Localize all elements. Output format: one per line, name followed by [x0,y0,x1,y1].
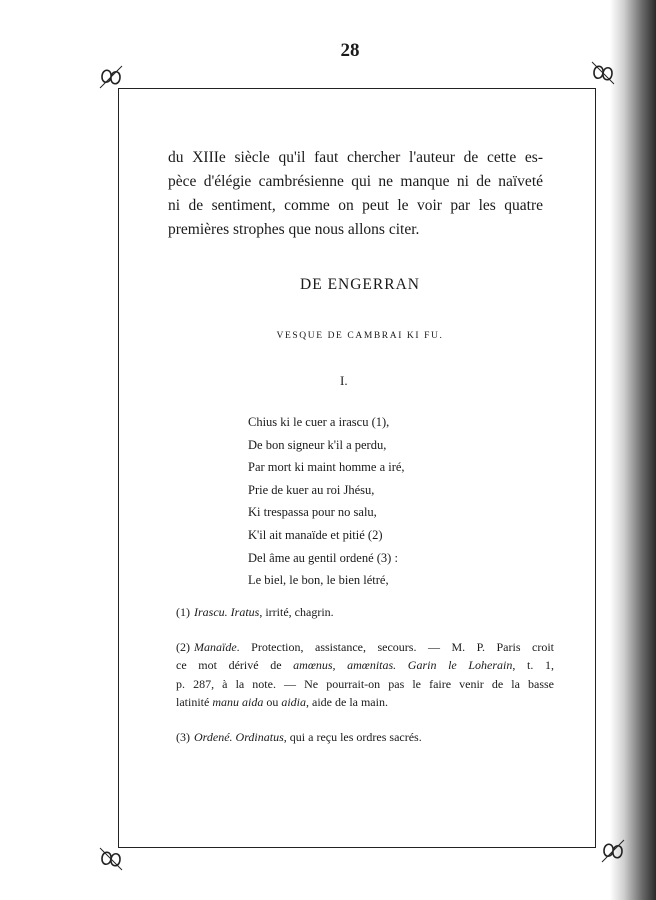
intro-line: pèce d'élégie cambrésienne qui ne manque ni de naïveté [168,173,543,190]
verse-line: Del âme au gentil ordené (3) : [248,550,398,565]
verse-line: Ki trespassa pour no salu, [248,505,377,520]
footnote-text: ou [263,695,282,709]
footnote-text: , irrité, chagrin. [259,605,334,619]
footnote-number: (2) [176,639,190,654]
intro-paragraph [168,146,543,242]
footnote-1 [176,603,554,622]
footnote-text: , t. 1, [512,658,554,672]
corner-ornament-icon [98,846,124,872]
footnote-term: Irascu. Iratus [194,605,260,619]
binding-gutter-shadow [610,0,656,900]
footnote-text: . Protection, assistance, secours. — M. P. Paris croit [236,639,554,654]
footnote-text: , qui a reçu les ordres sacrés. [283,729,422,744]
poem-subtitle: VESQUE DE CAMBRAI KI FU. [276,331,444,341]
verse-line: Le biel, le bon, le bien létré, [248,573,389,588]
footnotes [176,603,554,762]
footnote-text: ce mot dérivé de [176,658,294,672]
verse-line: De bon signeur k'il a perdu, [248,437,387,452]
footnote-term: Ordené. Ordinatus [194,729,284,744]
footnote-number: (1) [176,605,190,619]
verse-line: Par mort ki maint homme a iré, [248,460,405,475]
footnote-text: , aide de la main. [306,695,388,709]
footnote-number: (3) [176,729,190,744]
verse-line: K'il ait manaïde et pitié (2) [248,527,383,542]
footnote-2 [176,638,554,712]
corner-ornament-icon [600,838,626,864]
footnote-term: manu aida [212,695,264,709]
footnote-3 [176,728,554,747]
footnote-term: Manaïde [194,639,237,654]
intro-line: premières strophes que nous allons citer. [168,221,420,238]
footnote-term: aidia [281,695,306,709]
intro-line: du XIIIe siècle qu'il faut chercher l'auteur de cette es- [168,149,543,166]
page-number: 28 [340,40,360,61]
footnote-text: p. 287, à la note. — Ne pourrait-on pas le faire venir de la basse [176,676,554,691]
stanza-number: I. [340,373,348,388]
poem-title: DE ENGERRAN [300,276,420,293]
poem-stanza [248,411,405,592]
intro-line: ni de sentiment, comme on peut le voir par les quatre [168,197,543,214]
footnote-term: amœnus, amœnitas. Garin le Loherain [293,658,513,672]
corner-ornament-icon [98,64,124,90]
verse-line: Chius ki le cuer a irascu (1), [248,415,390,429]
corner-ornament-icon [590,60,616,86]
verse-line: Prie de kuer au roi Jhésu, [248,482,375,497]
footnote-text: latinité [176,695,213,709]
